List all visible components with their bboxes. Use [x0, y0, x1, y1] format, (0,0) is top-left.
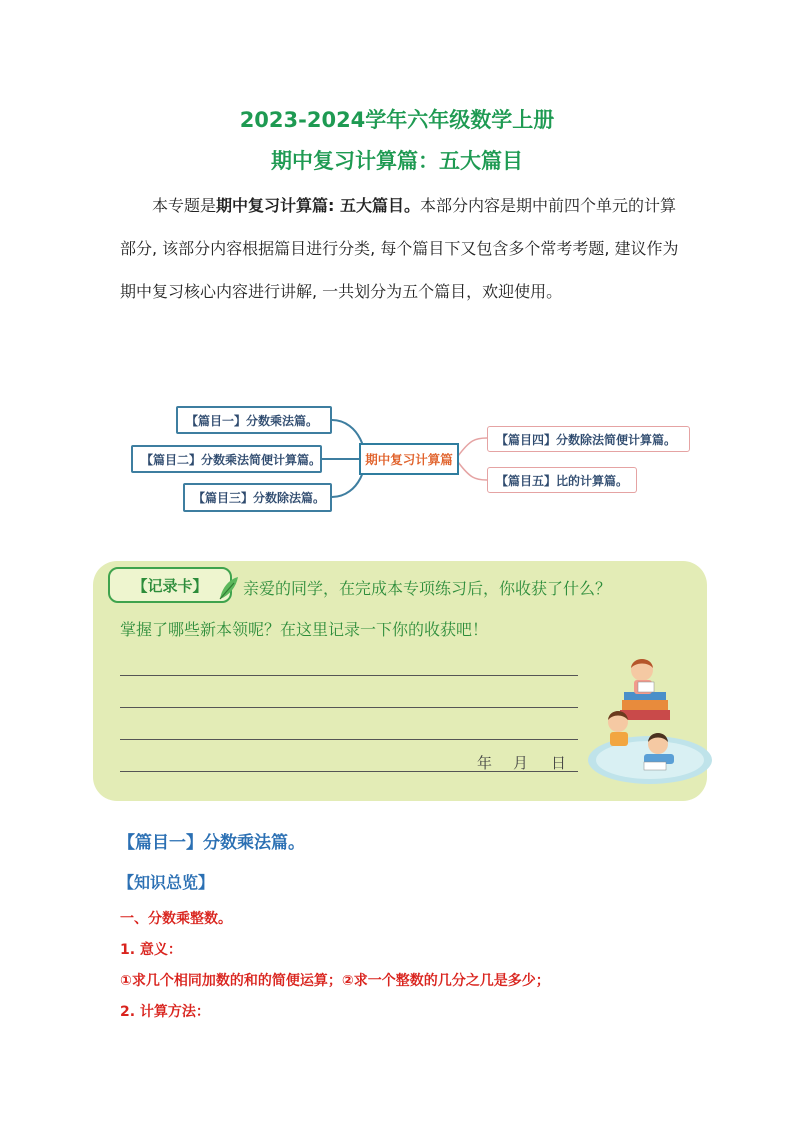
node-chapter-1: 【篇目一】分数乘法篇。 — [176, 406, 332, 434]
node-chapter-4: 【篇目四】分数除法简便计算篇。 — [487, 426, 690, 452]
item-1-title: 一、分数乘整数。 — [120, 911, 232, 927]
knowledge-overview-heading: 【知识总览】 — [118, 873, 215, 892]
writing-line-4 — [120, 771, 578, 772]
item-1-1-label: 1. 意义： — [120, 942, 182, 958]
kids-reading-illustration — [578, 652, 713, 787]
writing-line-3 — [120, 739, 578, 740]
intro-bold: 期中复习计算篇: 五大篇目。 — [216, 196, 420, 215]
record-card-line-2: 掌握了哪些新本领呢？在这里记录一下你的收获吧！ — [120, 620, 489, 639]
item-1-1-text: ①求几个相同加数的和的简便运算；②求一个整数的几分之几是多少； — [120, 973, 550, 989]
record-card-tag: 【记录卡】 — [108, 567, 232, 603]
date-month: 月 — [513, 754, 529, 772]
date-year: 年 — [477, 754, 493, 772]
title-line-2: 期中复习计算篇：五大篇目 — [271, 149, 523, 173]
connector-5 — [458, 462, 487, 480]
date-day: 日 — [551, 754, 567, 772]
record-card-line-1: 亲爱的同学，在完成本专项练习后，你收获了什么？ — [243, 579, 612, 598]
section-heading: 【篇目一】分数乘法篇。 — [118, 833, 305, 853]
intro-prefix: 本专题是 — [152, 196, 217, 215]
intro-rest: 本部分内容是期中前四个单元的计算部分, 该部分内容根据篇目进行分类, 每个篇目下又包含多个常考考题, 建议作为期中复习核心内容进行讲解, 一共划分为五个篇目，欢迎使用。 — [120, 196, 679, 301]
node-center: 期中复习计算篇 — [359, 443, 459, 475]
writing-line-2 — [120, 707, 578, 708]
title-line-1: 2023-2024学年六年级数学上册 — [239, 108, 555, 132]
item-1-2-label: 2. 计算方法： — [120, 1004, 210, 1020]
node-chapter-5: 【篇目五】比的计算篇。 — [487, 467, 637, 493]
mind-map — [0, 390, 794, 530]
intro-paragraph — [120, 184, 690, 313]
node-chapter-3: 【篇目三】分数除法篇。 — [183, 483, 332, 512]
node-chapter-2: 【篇目二】分数乘法简便计算篇。 — [131, 445, 322, 473]
leaf-icon — [216, 573, 242, 603]
writing-line-1 — [120, 675, 578, 676]
connector-4 — [458, 438, 487, 456]
